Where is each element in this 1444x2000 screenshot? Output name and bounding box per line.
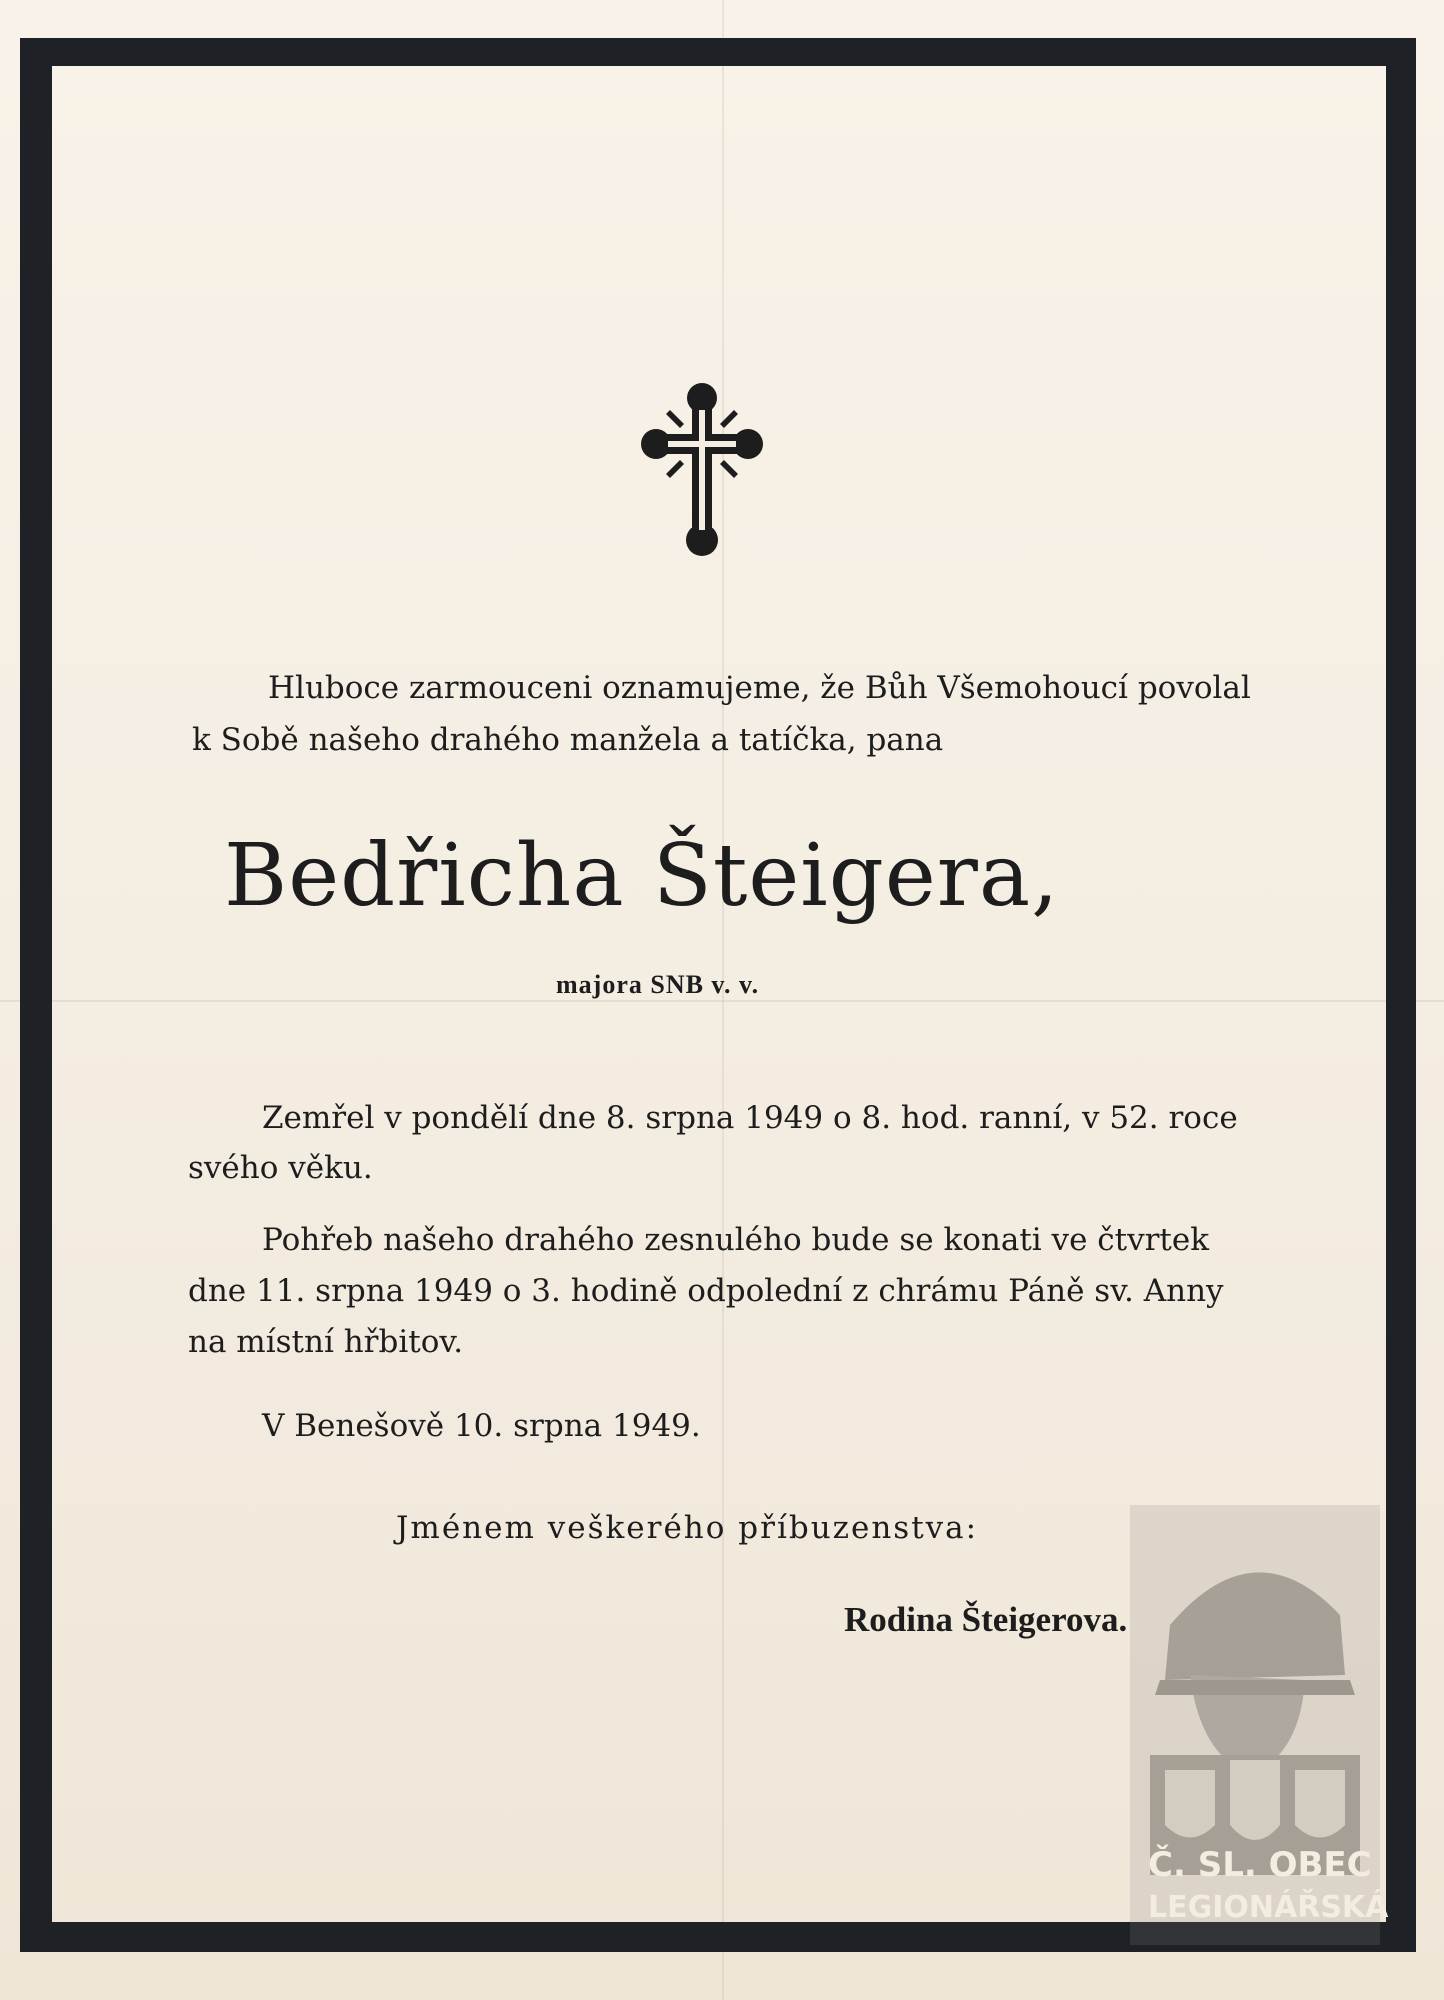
ornate-cross-icon [640, 380, 764, 560]
funeral-line-2: dne 11. srpna 1949 o 3. hodině odpolední z chrámu Páně sv. Anny [188, 1273, 1224, 1309]
death-line-1: Zemřel v pondělí dne 8. srpna 1949 o 8. hod. ranní, v 52. roce [262, 1100, 1238, 1136]
place-date: V Benešově 10. srpna 1949. [262, 1408, 701, 1444]
intro-line-1: Hluboce zarmouceni oznamujeme, že Bůh Všemohoucí povolal [268, 670, 1251, 706]
death-line-2: svého věku. [188, 1150, 373, 1186]
on-behalf-line: Jménem veškerého příbuzenstva: [396, 1510, 979, 1546]
funeral-line-1: Pohřeb našeho drahého zesnulého bude se konati ve čtvrtek [262, 1222, 1210, 1258]
deceased-rank: majora SNB v. v. [556, 970, 760, 999]
deceased-name: Bedřicha Šteigera, [224, 826, 1060, 926]
family-signature: Rodina Šteigerova. [844, 1600, 1128, 1639]
intro-line-2: k Sobě našeho drahého manžela a tatíčka, pana [192, 722, 944, 758]
watermark-line-2: LEGIONÁŘSKÁ [1148, 1890, 1389, 1925]
funeral-line-3: na místní hřbitov. [188, 1324, 464, 1360]
watermark-line-1: Č. SL. OBEC [1148, 1845, 1372, 1885]
